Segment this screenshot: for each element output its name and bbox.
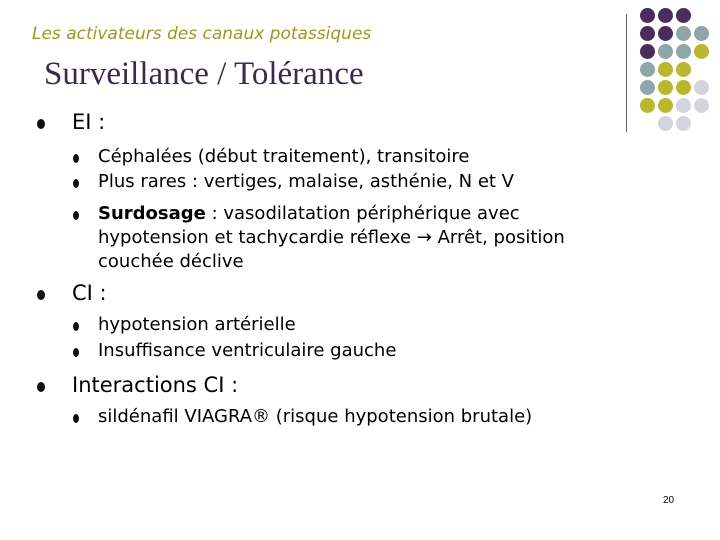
decor-dot xyxy=(676,98,691,113)
decor-dot xyxy=(640,98,655,113)
bullet-marker xyxy=(37,290,45,300)
decor-dot xyxy=(658,8,673,23)
section-interactions-heading: Interactions CI : xyxy=(72,373,239,397)
decor-dot xyxy=(640,62,655,77)
list-item: Céphalées (début traitement), transitoire xyxy=(98,146,470,167)
decorative-divider xyxy=(626,14,627,132)
decor-dot xyxy=(676,8,691,23)
list-item: hypotension artérielle xyxy=(98,314,296,335)
decor-dot xyxy=(658,26,673,41)
decorative-dot-grid xyxy=(640,8,716,118)
decor-dot xyxy=(640,80,655,95)
page-number: 20 xyxy=(663,495,675,506)
bullet-marker xyxy=(73,348,79,357)
decor-dot xyxy=(640,44,655,59)
slide-subtitle: Les activateurs des canaux potassiques xyxy=(32,24,372,44)
decor-dot xyxy=(676,80,691,95)
list-item: Insuffisance ventriculaire gauche xyxy=(98,340,397,361)
decor-dot xyxy=(676,26,691,41)
surdosage-term: Surdosage xyxy=(98,203,206,224)
list-item-surdosage xyxy=(98,202,520,226)
decor-dot xyxy=(640,8,655,23)
decor-dot xyxy=(658,116,673,131)
bullet-marker xyxy=(73,154,79,163)
section-ci-heading: CI : xyxy=(72,281,107,305)
decor-dot xyxy=(640,26,655,41)
slide-title: Surveillance / Tolérance xyxy=(44,56,364,92)
bullet-marker xyxy=(73,322,79,331)
surdosage-text-1: : vasodilatation périphérique avec xyxy=(205,203,520,224)
decor-dot xyxy=(676,44,691,59)
bullet-marker xyxy=(73,211,79,220)
bullet-marker xyxy=(37,382,45,392)
decor-dot xyxy=(694,80,709,95)
decor-dot xyxy=(694,26,709,41)
surdosage-text-3: couchée déclive xyxy=(98,251,244,272)
bullet-marker xyxy=(73,414,79,423)
decor-dot xyxy=(676,62,691,77)
surdosage-text-2: hypotension et tachycardie réflexe → Arrêt, position xyxy=(98,227,565,248)
bullet-marker xyxy=(73,179,79,188)
decor-dot xyxy=(658,62,673,77)
decor-dot xyxy=(694,98,709,113)
decor-dot xyxy=(658,44,673,59)
section-ei-heading: EI : xyxy=(72,110,106,134)
list-item: Plus rares : vertiges, malaise, asthénie, N et V xyxy=(98,171,514,192)
decor-dot xyxy=(694,44,709,59)
decor-dot xyxy=(658,98,673,113)
bullet-marker xyxy=(37,119,45,129)
list-item: sildénafil VIAGRA® (risque hypotension brutale) xyxy=(98,406,533,427)
decor-dot xyxy=(658,80,673,95)
decor-dot xyxy=(676,116,691,131)
